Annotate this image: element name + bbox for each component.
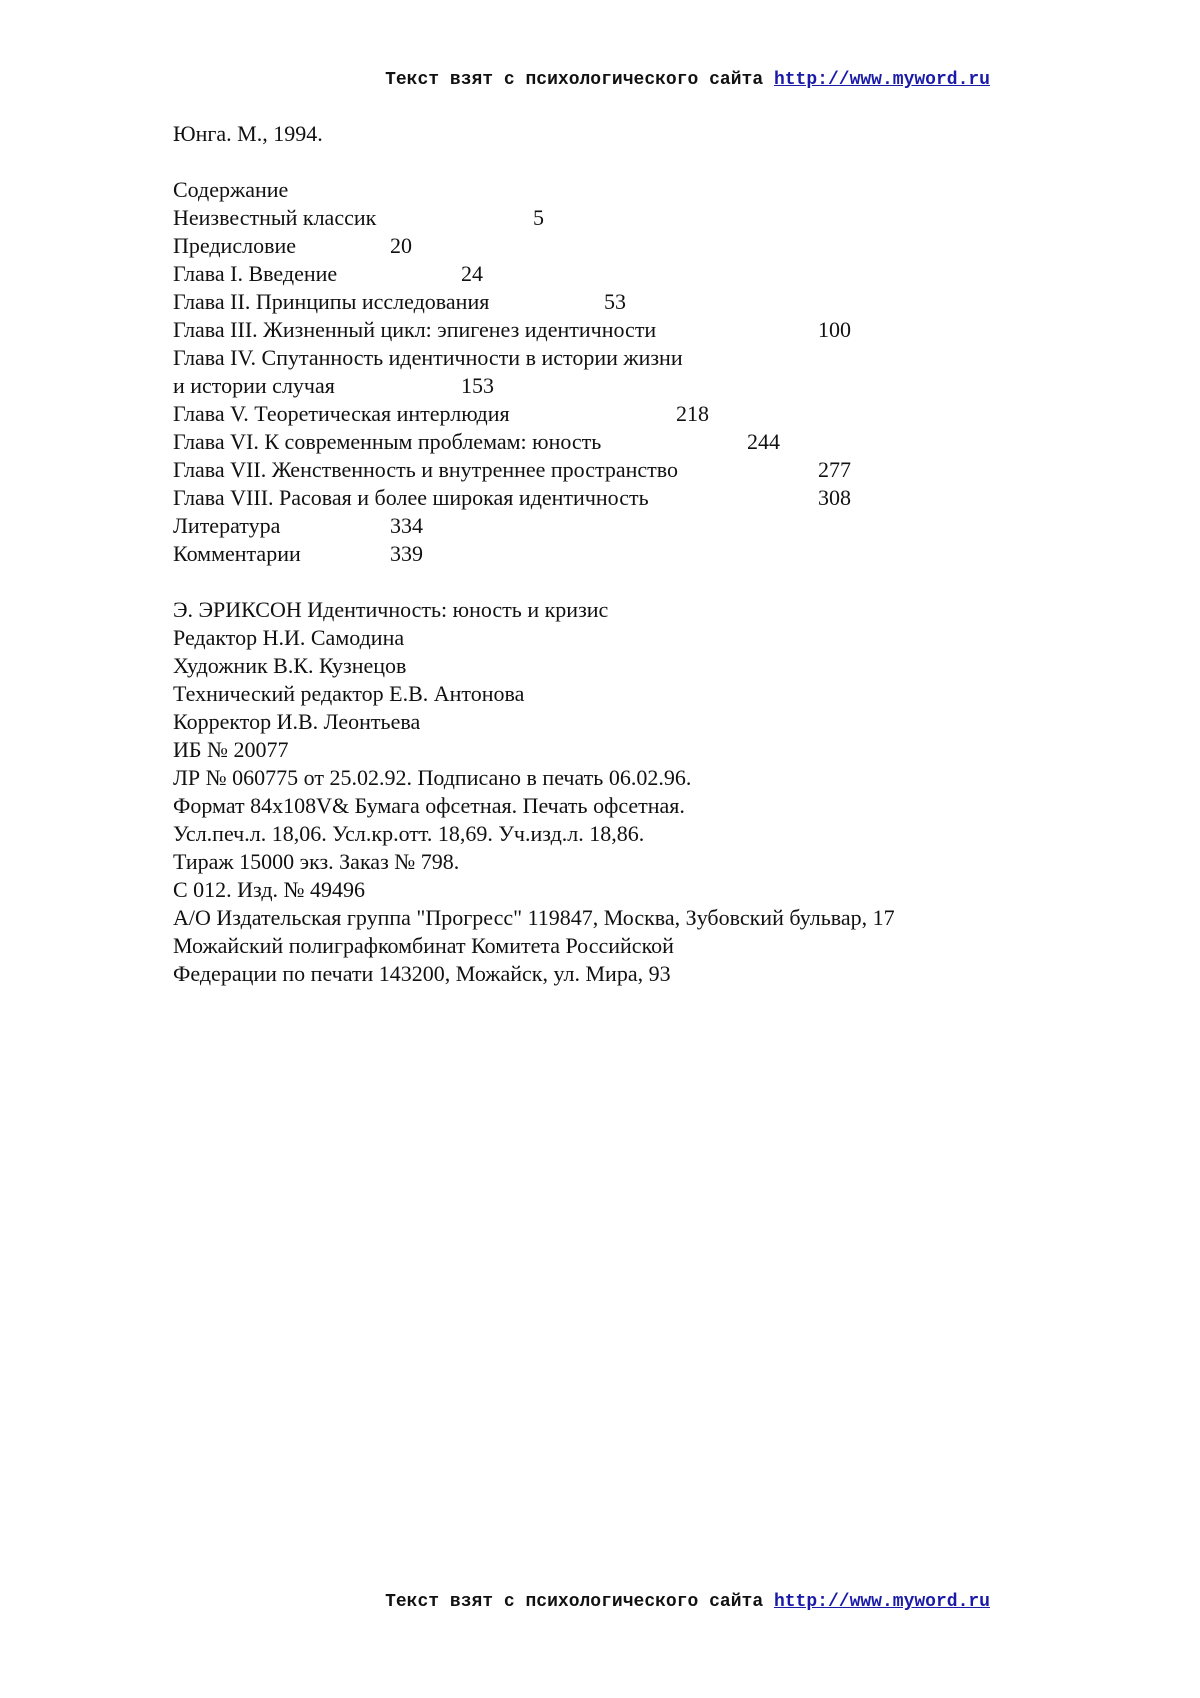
toc-entry-title: и истории случая [173,373,335,398]
toc-entry-page: 153 [461,373,494,398]
header-link[interactable]: http://www.myword.ru [773,70,990,90]
toc-entry-page: 334 [390,513,423,538]
imprint-line: Корректор И.В. Леонтьева [173,709,421,734]
toc-entry-title: Глава IV. Спутанность идентичности в истории жизни [173,345,683,370]
page-header [385,70,990,90]
imprint-line: Технический редактор Е.В. Антонова [173,681,525,706]
toc-entry-page: 20 [390,233,412,258]
imprint-line: Тираж 15000 экз. Заказ № 798. [173,849,460,874]
imprint-line: А/О Издательская группа "Прогресс" 119847, Москва, Зубовский бульвар, 17 [173,905,895,930]
footer-text: Текст взят с психологического сайта [385,1592,774,1612]
toc-entry-page: 308 [818,485,851,510]
toc-entry-title: Глава I. Введение [173,261,338,286]
toc-entry-page: 5 [533,205,544,230]
toc-entry-page: 244 [747,429,780,454]
imprint-line: Художник В.К. Кузнецов [173,653,407,678]
toc-entry-title: Глава II. Принципы исследования [173,289,490,314]
toc-heading: Содержание [173,177,289,202]
imprint-line: С 012. Изд. № 49496 [173,877,366,902]
toc-entry-title: Глава III. Жизненный цикл: эпигенез идентичности [173,317,657,342]
imprint-line: Э. ЭРИКСОН Идентичность: юность и кризис [173,597,609,622]
toc-entry-page: 100 [818,317,851,342]
imprint-line: Усл.печ.л. 18,06. Усл.кр.отт. 18,69. Уч.изд.л. 18,86. [173,821,645,846]
toc-entry-title: Предисловие [173,233,296,258]
footer-link[interactable]: http://www.myword.ru [773,1592,990,1612]
toc-entry-title: Глава V. Теоретическая интерлюдия [173,401,510,426]
imprint-line: ЛР № 060775 от 25.02.92. Подписано в печать 06.02.96. [173,765,692,790]
intro-line: Юнга. М., 1994. [173,121,323,146]
toc-entry-title: Неизвестный классик [173,205,377,230]
imprint-line: Федерации по печати 143200, Можайск, ул. Мира, 93 [173,961,671,986]
toc-entry-title: Глава VII. Женственность и внутреннее пространство [173,457,679,482]
toc-entry-page: 339 [390,541,423,566]
toc-entry-title: Глава VI. К современным проблемам: юность [173,429,602,454]
toc-entry-page: 218 [676,401,709,426]
imprint-line: Можайский полиграфкомбинат Комитета Российской [173,933,674,958]
imprint-line: ИБ № 20077 [173,737,289,762]
page-footer [385,1592,990,1612]
imprint-line: Формат 84х108V& Бумага офсетная. Печать офсетная. [173,793,685,818]
toc-entry-title: Глава VIII. Расовая и более широкая идентичность [173,485,649,510]
toc-entry-page: 24 [461,261,483,286]
header-text: Текст взят с психологического сайта [385,70,774,90]
toc-entry-page: 53 [604,289,626,314]
toc-entry-title: Литература [173,513,281,538]
toc-entry-title: Комментарии [173,541,301,566]
toc-entry-page: 277 [818,457,851,482]
imprint-line: Редактор Н.И. Самодина [173,625,405,650]
